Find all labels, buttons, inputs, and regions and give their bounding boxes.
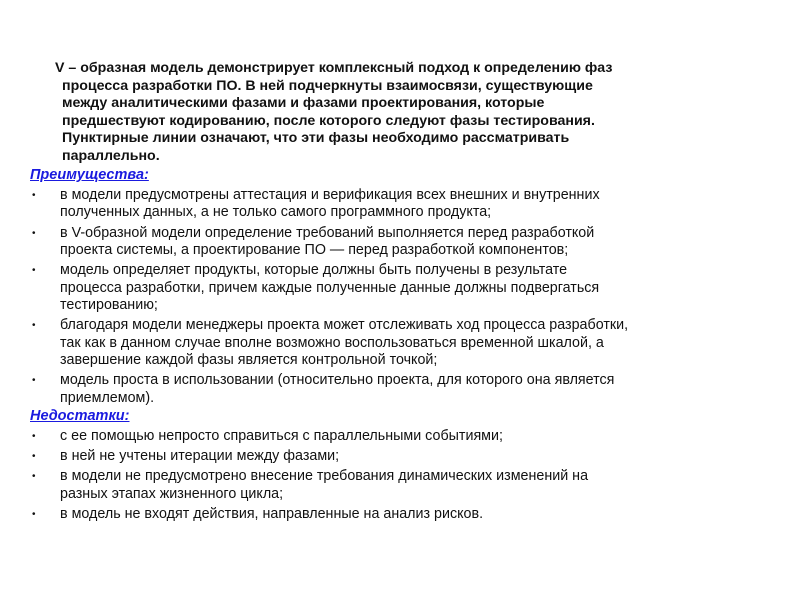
disadvantages-list [30, 428, 588, 526]
bullet-icon: • [32, 451, 36, 463]
advantages-heading: Преимущества: [30, 167, 149, 183]
disadvantages-heading: Недостатки: [30, 408, 130, 424]
intro-line: процесса разработки ПО. В ней подчеркнуты взаимосвязи, существующие [62, 77, 593, 94]
bullet-icon: • [32, 320, 36, 332]
list-item [30, 372, 628, 407]
list-item-line: в V-образной модели определение требований выполняется перед разработкой [60, 224, 595, 241]
list-item [30, 262, 628, 314]
list-item-line: модель определяет продукты, которые должны быть получены в результате [60, 262, 568, 279]
intro-paragraph [55, 60, 612, 166]
intro-line: параллельно. [62, 147, 160, 164]
list-item-line: приемлемом). [60, 389, 155, 406]
intro-line: между аналитическими фазами и фазами проектирования, которые [62, 95, 545, 112]
intro-line: V – образная модель демонстрирует комплексный подход к определению фаз [55, 60, 613, 76]
intro-line: Пунктирные линии означают, что эти фазы необходимо рассматривать [62, 130, 570, 147]
list-item [30, 428, 588, 445]
bullet-icon: • [32, 265, 36, 277]
list-item [30, 448, 588, 465]
advantages-list [30, 187, 628, 410]
bullet-icon: • [32, 431, 36, 442]
list-item-line: благодаря модели менеджеры проекта может отслеживать ход процесса разработки, [60, 317, 629, 334]
list-item-line: с ее помощью непросто справиться с параллельными событиями; [60, 428, 503, 444]
bullet-icon: • [32, 471, 36, 483]
list-item-line: так как в данном случае вполне возможно воспользоваться временной шкалой, а [60, 334, 604, 351]
list-item [30, 225, 628, 260]
list-item [30, 468, 588, 503]
list-item-line: проекта системы, а проектирование ПО — перед разработкой компонентов; [60, 242, 569, 259]
bullet-icon: • [32, 375, 36, 387]
intro-line: предшествуют кодированию, после которого следуют фазы тестирования. [62, 112, 595, 129]
list-item-line: тестированию; [60, 297, 158, 314]
list-item-line: в ней не учтены итерации между фазами; [60, 448, 340, 465]
list-item [30, 317, 628, 369]
list-item-line: завершение каждой фазы является контрольной точкой; [60, 352, 438, 369]
list-item-line: в модели не предусмотрено внесение требования динамических изменений на [60, 468, 589, 485]
bullet-icon: • [32, 509, 36, 521]
bullet-icon: • [32, 190, 36, 201]
list-item [30, 187, 628, 222]
list-item-line: в модель не входят действия, направленные на анализ рисков. [60, 506, 484, 523]
list-item-line: процесса разработки, причем каждые полученные данные должны подвергаться [60, 279, 600, 296]
list-item-line: полученных данных, а не только самого программного продукта; [60, 204, 492, 221]
list-item-line: в модели предусмотрены аттестация и верификация всех внешних и внутренних [60, 187, 600, 203]
list-item [30, 506, 588, 523]
list-item-line: модель проста в использовании (относительно проекта, для которого она является [60, 372, 615, 389]
list-item-line: разных этапах жизненного цикла; [60, 485, 284, 502]
bullet-icon: • [32, 227, 36, 239]
